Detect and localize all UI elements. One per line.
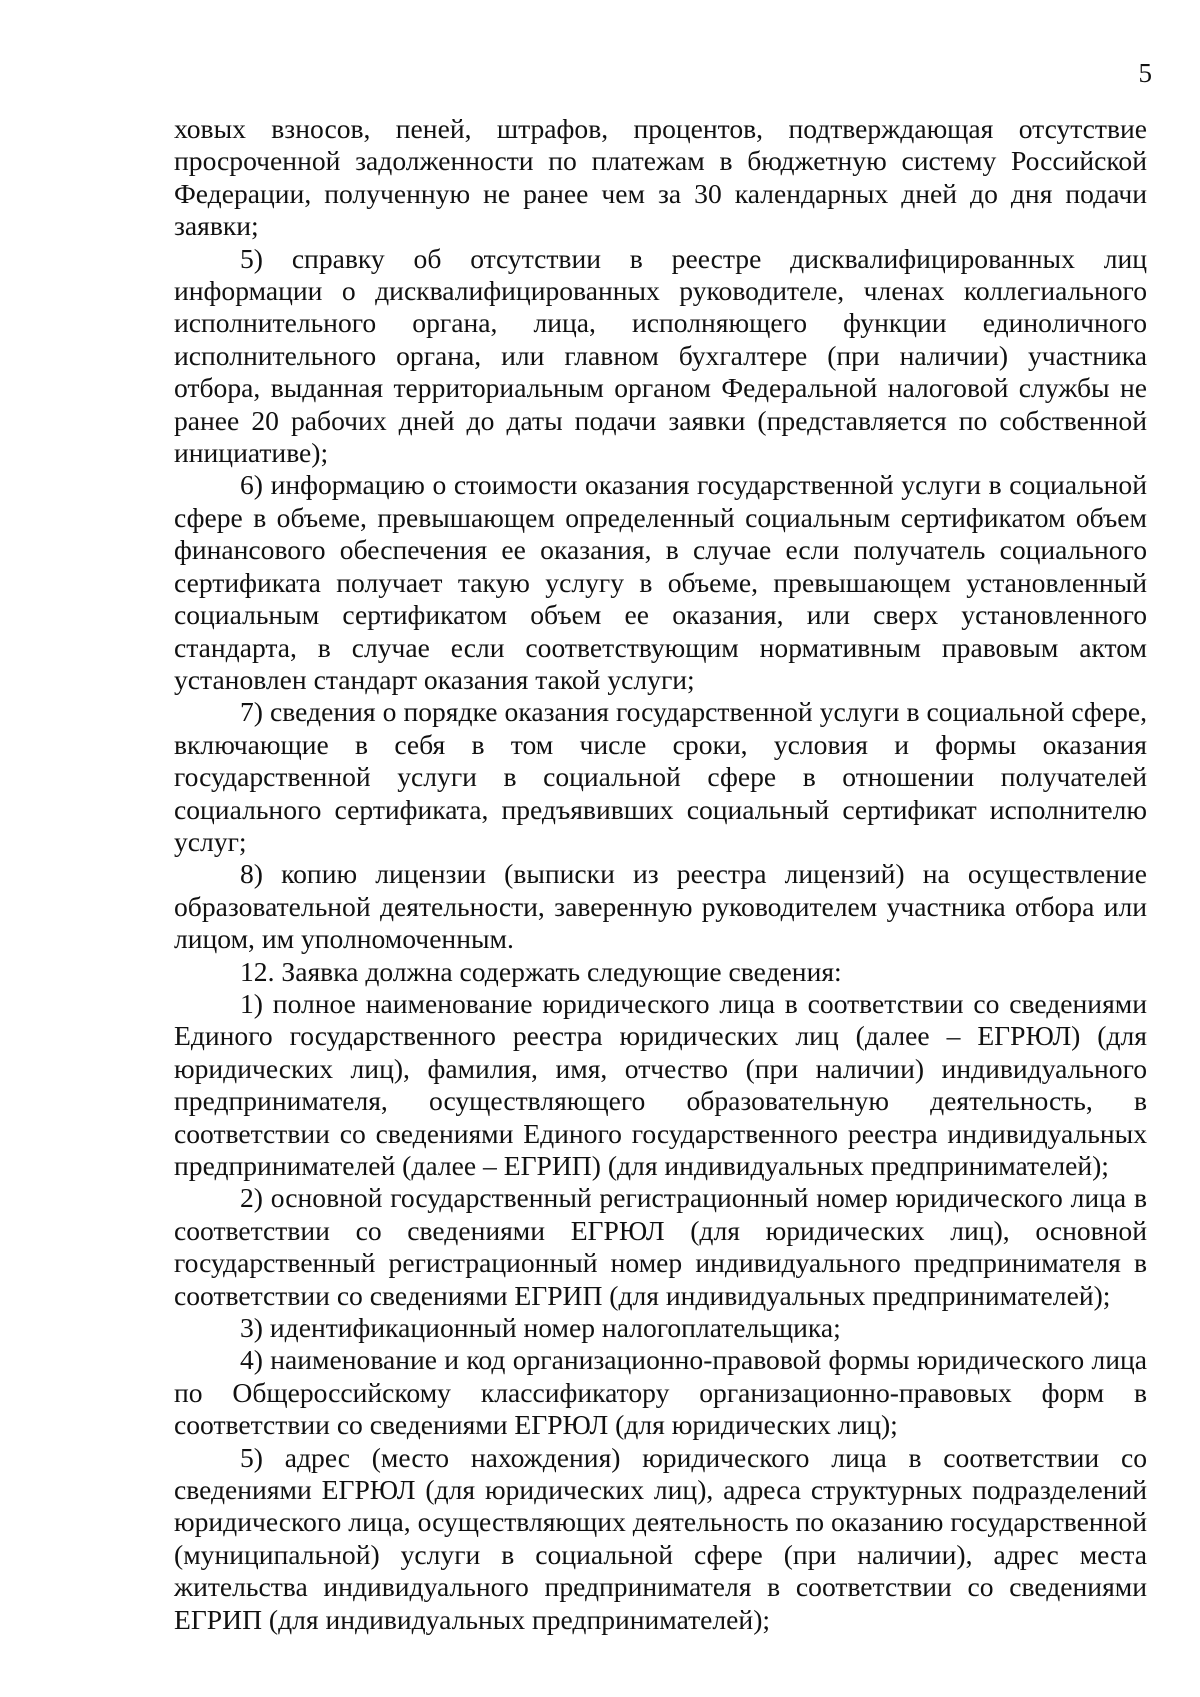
paragraph-item-5-disqualified-persons: 5) справку об отсутствии в реестре дисквалифицированных лиц информации о дисквалифицированных руководителе, членах коллегиального исполнительного органа, лица, исполняющего функции единоличного исполнительного органа, или главном бухгалтере (при наличии) участника отбора, выданная территориальным органом Федеральной налоговой службы не ранее 20 рабочих дней до даты подачи заявки (представляется по собственной инициативе); [174, 242, 1147, 469]
paragraph-item-6-service-cost: 6) информацию о стоимости оказания государственной услуги в социальной сфере в объеме, превышающем определенный социальным сертификатом объем финансового обеспечения ее оказания, в случае если получатель социального сертификата получает такую услугу в объеме, превышающем установленный социальным сертификатом объем ее оказания, или сверх установленного стандарта, в случае если соответствующим нормативным правовым актом установлен стандарт оказания такой услуги; [174, 469, 1147, 695]
document-body [174, 113, 1147, 1636]
paragraph-item-5-address: 5) адрес (место нахождения) юридического лица в соответствии со сведениями ЕГРЮЛ (для юридических лиц), адреса структурных подразделений юридического лица, осуществляющих деятельность по оказанию государственной (муниципальной) услуги в социальной сфере (при наличии), адрес места жительства индивидуального предпринимателя в соответствии со сведениями ЕГРИП (для индивидуальных предпринимателей); [174, 1441, 1147, 1635]
paragraph-item-2-registration-number: 2) основной государственный регистрационный номер юридического лица в соответствии со сведениями ЕГРЮЛ (для юридических лиц), основной государственный регистрационный номер индивидуального предпринимателя в соответствии со сведениями ЕГРИП (для индивидуальных предпринимателей); [174, 1182, 1147, 1311]
paragraph-item-1-full-name: 1) полное наименование юридического лица в соответствии со сведениями Единого государственного реестра юридических лиц (далее – ЕГРЮЛ) (для юридических лиц), фамилия, имя, отчество (при наличии) индивидуального предпринимателя, осуществляющего образовательную деятельность, в соответствии со сведениями Единого государственного реестра индивидуальных предпринимателей (далее – ЕГРИП) (для индивидуальных предпринимателей); [174, 987, 1147, 1181]
paragraph-item-4-legal-form: 4) наименование и код организационно-правовой формы юридического лица по Общероссийскому классификатору организационно-правовых форм в соответствии со сведениями ЕГРЮЛ (для юридических лиц); [174, 1344, 1147, 1441]
paragraph-item-8-license-copy: 8) копию лицензии (выписки из реестра лицензий) на осуществление образовательной деятельности, заверенную руководителем участника отбора или лицом, им уполномоченным. [174, 858, 1147, 955]
paragraph-continuation: ховых взносов, пеней, штрафов, процентов, подтверждающая отсутствие просроченной задолженности по платежам в бюджетную систему Российской Федерации, полученную не ранее чем за 30 календарных дней до дня подачи заявки; [174, 113, 1147, 242]
paragraph-item-7-service-procedure: 7) сведения о порядке оказания государственной услуги в социальной сфере, включающие в себя в том числе сроки, условия и формы оказания государственной услуги в социальной сфере в отношении получателей социального сертификата, предъявивших социальный сертификат исполнителю услуг; [174, 696, 1147, 857]
paragraph-item-3-taxpayer-id: 3) идентификационный номер налогоплательщика; [240, 1312, 841, 1344]
paragraph-section-12: 12. Заявка должна содержать следующие сведения: [240, 955, 842, 987]
page-number: 5 [1138, 58, 1152, 88]
